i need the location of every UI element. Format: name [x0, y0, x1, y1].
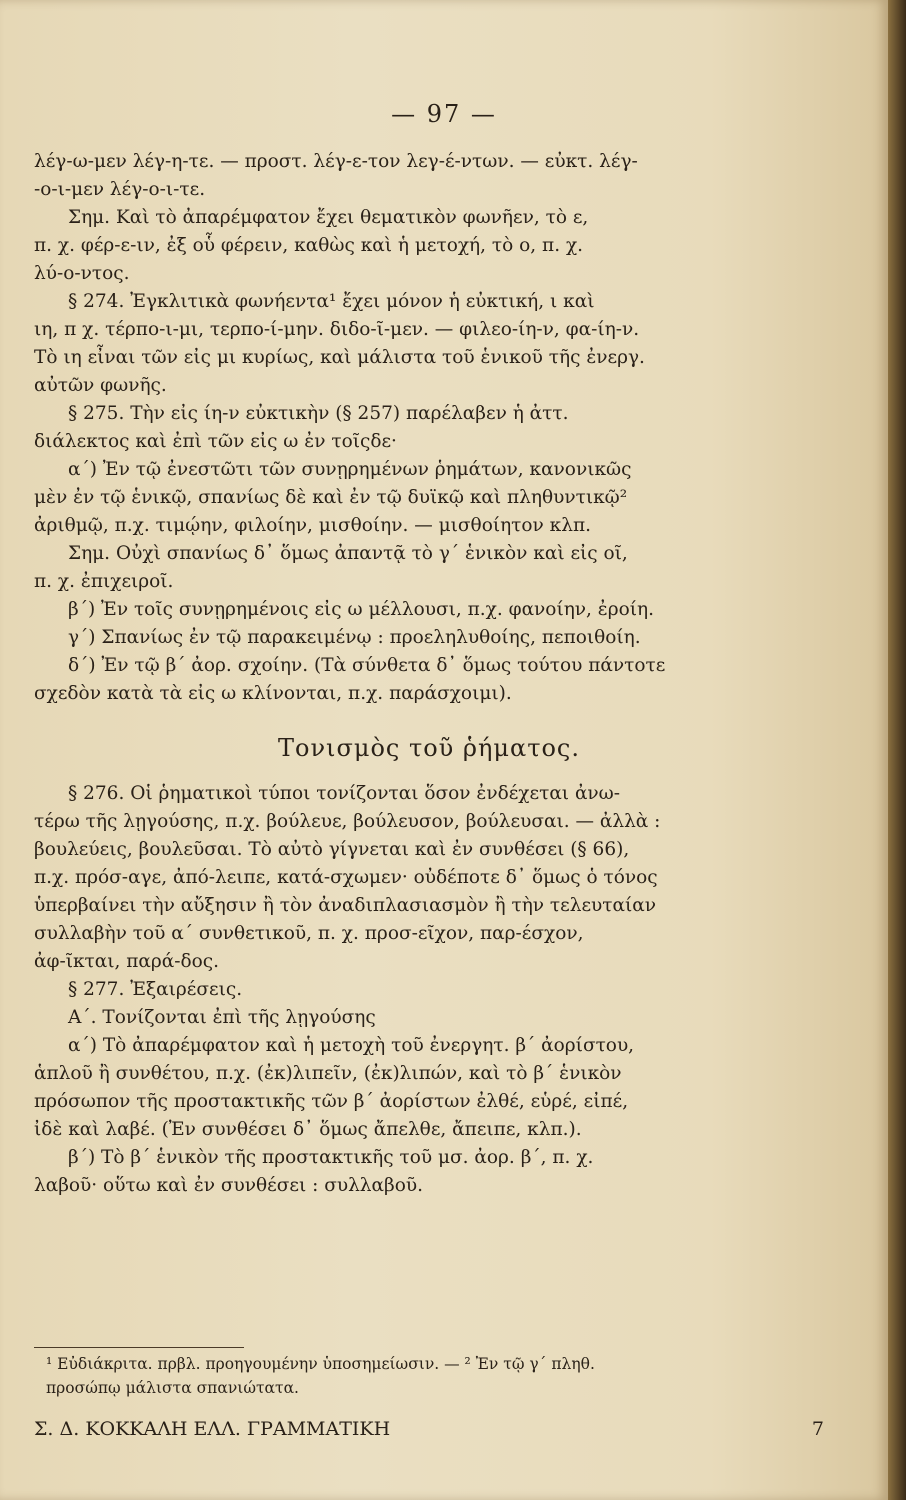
text-line: α΄) Ἐν τῷ ἐνεστῶτι τῶν συνῃρημένων ῥημάτων, κανονικῶς — [68, 459, 632, 480]
footnote-line: προσώπῳ μάλιστα σπανιώτατα. — [46, 1379, 299, 1397]
text-line: ἰδὲ καὶ λαβέ. (Ἐν συνθέσει δ᾽ ὅμως ἄπελθε, ἄπειπε, κλπ.). — [34, 1119, 582, 1140]
text-line: § 277. Ἐξαιρέσεις. — [68, 979, 243, 1000]
page-body — [34, 148, 824, 1200]
text-line: Α΄. Τονίζονται ἐπὶ τῆς λῃγούσης — [68, 1007, 376, 1028]
text-line: λέγ-ω-μεν λέγ-η-τε. — προστ. λέγ-ε-τον λεγ-έ-ντων. — εὐκτ. λέγ- — [34, 151, 638, 172]
text-line: ἁπλοῦ ἢ συνθέτου, π.χ. (ἐκ)λιπεῖν, (ἐκ)λιπών, καὶ τὸ β΄ ἑνικὸν — [34, 1063, 622, 1084]
text-line: § 276. Οἱ ῥηματικοὶ τύποι τονίζονται ὅσον ἐνδέχεται ἀνω- — [68, 783, 621, 804]
text-line: ιη, π χ. τέρπο-ι-μι, τερπο-ί-μην. διδο-ῖ-μεν. — φιλεο-ίη-ν, φα-ίη-ν. — [34, 319, 640, 340]
text-line: ἀφ-ῖκται, παρά-δος. — [34, 951, 220, 972]
text-line: σχεδὸν κατὰ τὰ εἰς ω κλίνονται, π.χ. παράσχοιμι). — [34, 683, 512, 704]
text-line: α΄) Τὸ ἀπαρέμφατον καὶ ἡ μετοχὴ τοῦ ἐνεργητ. β΄ ἀορίστου, — [68, 1035, 635, 1056]
section-heading: Τονισμὸς τοῦ ῥήματος. — [278, 734, 580, 762]
text-line: Σημ. Καὶ τὸ ἀπαρέμφατον ἔχει θεματικὸν φωνῆεν, τὸ ε, — [68, 207, 589, 228]
text-line: β΄) Ἐν τοῖς συνῃρημένοις εἰς ω μέλλουσι, π.χ. φανοίην, ἐροίη. — [68, 599, 654, 620]
text-line: Σημ. Οὐχὶ σπανίως δ᾽ ὅμως ἀπαντᾷ τὸ γ΄ ἑνικὸν καὶ εἰς οῖ, — [68, 543, 628, 564]
text-line: π. χ. φέρ-ε-ιν, ἐξ οὗ φέρειν, καθὼς καὶ ἡ μετοχή, τὸ ο, π. χ. — [34, 235, 584, 256]
text-line: βουλεύεις, βουλεῦσαι. Τὸ αὐτὸ γίγνεται καὶ ἐν συνθέσει (§ 66), — [34, 839, 630, 860]
text-line: β΄) Τὸ β΄ ἑνικὸν τῆς προστακτικῆς τοῦ μσ. ἀορ. β΄, π. χ. — [68, 1147, 594, 1168]
text-line: λαβοῦ· οὕτω καὶ ἐν συνθέσει : συλλαβοῦ. — [34, 1175, 423, 1196]
text-line: π. χ. ἐπιχειροῖ. — [34, 571, 174, 592]
text-line: ἀριθμῷ, π.χ. τιμῴην, φιλοίην, μισθοίην. — μισθοίητον κλπ. — [34, 515, 591, 536]
text-line: δ΄) Ἐν τῷ β΄ ἀορ. σχοίην. (Τὰ σύνθετα δ᾽ ὅμως τούτου πάντοτε — [68, 655, 666, 676]
signature-number: 7 — [811, 1418, 824, 1440]
text-line: συλλαβὴν τοῦ α΄ συνθετικοῦ, π. χ. προσ-εῖχον, παρ-έσχον, — [34, 923, 584, 944]
text-line: πρόσωπον τῆς προστακτικῆς τῶν β΄ ἀορίστων ἐλθέ, εὑρέ, εἰπέ, — [34, 1091, 629, 1112]
text-line: ὑπερβαίνει τὴν αὔξησιν ἢ τὸν ἀναδιπλασιασμὸν ἢ τὴν τελευταίαν — [34, 895, 656, 916]
text-line: αὐτῶν φωνῆς. — [34, 375, 167, 396]
footer-title: Σ. Δ. ΚΟΚΚΑΛΗ ΕΛΛ. ΓΡΑΜΜΑΤΙΚΗ — [34, 1418, 391, 1440]
footnote-line: ¹ Εὐδιάκριτα. πρβλ. προηγουμένην ὑποσημείωσιν. — ² Ἐν τῷ γ΄ πληθ. — [46, 1355, 595, 1373]
text-line: § 275. Τὴν εἰς ίη-ν εὐκτικὴν (§ 257) παρέλαβεν ἡ ἀττ. — [68, 403, 569, 424]
footnote-rule — [34, 1347, 244, 1348]
footnotes — [46, 1352, 826, 1400]
text-line: τέρω τῆς λῃγούσης, π.χ. βούλευε, βούλευσον, βούλευσαι. — ἀλλὰ : — [34, 811, 661, 832]
page-number: — 97 — — [391, 100, 497, 128]
text-line: π.χ. πρόσ-αγε, ἀπό-λειπε, κατά-σχωμεν· οὐδέποτε δ᾽ ὅμως ὁ τόνος — [34, 867, 658, 888]
text-line: γ΄) Σπανίως ἐν τῷ παρακειμένῳ : προεληλυθοίης, πεποιθοίη. — [68, 627, 641, 648]
paragraph-block-accent — [34, 780, 824, 1200]
page-footer — [34, 1418, 824, 1440]
text-line: § 274. Ἐγκλιτικὰ φωνήεντα¹ ἔχει μόνον ἡ εὐκτική, ι καὶ — [68, 291, 595, 312]
text-line: μὲν ἐν τῷ ἑνικῷ, σπανίως δὲ καὶ ἐν τῷ δυϊκῷ καὶ πληθυντικῷ² — [34, 487, 628, 508]
paragraph-block-verbs — [34, 148, 824, 708]
text-line: λύ-ο-ντος. — [34, 263, 130, 284]
text-line: -ο-ι-μεν λέγ-ο-ι-τε. — [34, 179, 206, 200]
book-edge — [888, 0, 906, 1500]
text-line: Τὸ ιη εἶναι τῶν εἰς μι κυρίως, καὶ μάλιστα τοῦ ἑνικοῦ τῆς ἐνεργ. — [34, 347, 645, 368]
text-line: διάλεκτος καὶ ἐπὶ τῶν εἰς ω ἐν τοῖςδε· — [34, 431, 397, 452]
